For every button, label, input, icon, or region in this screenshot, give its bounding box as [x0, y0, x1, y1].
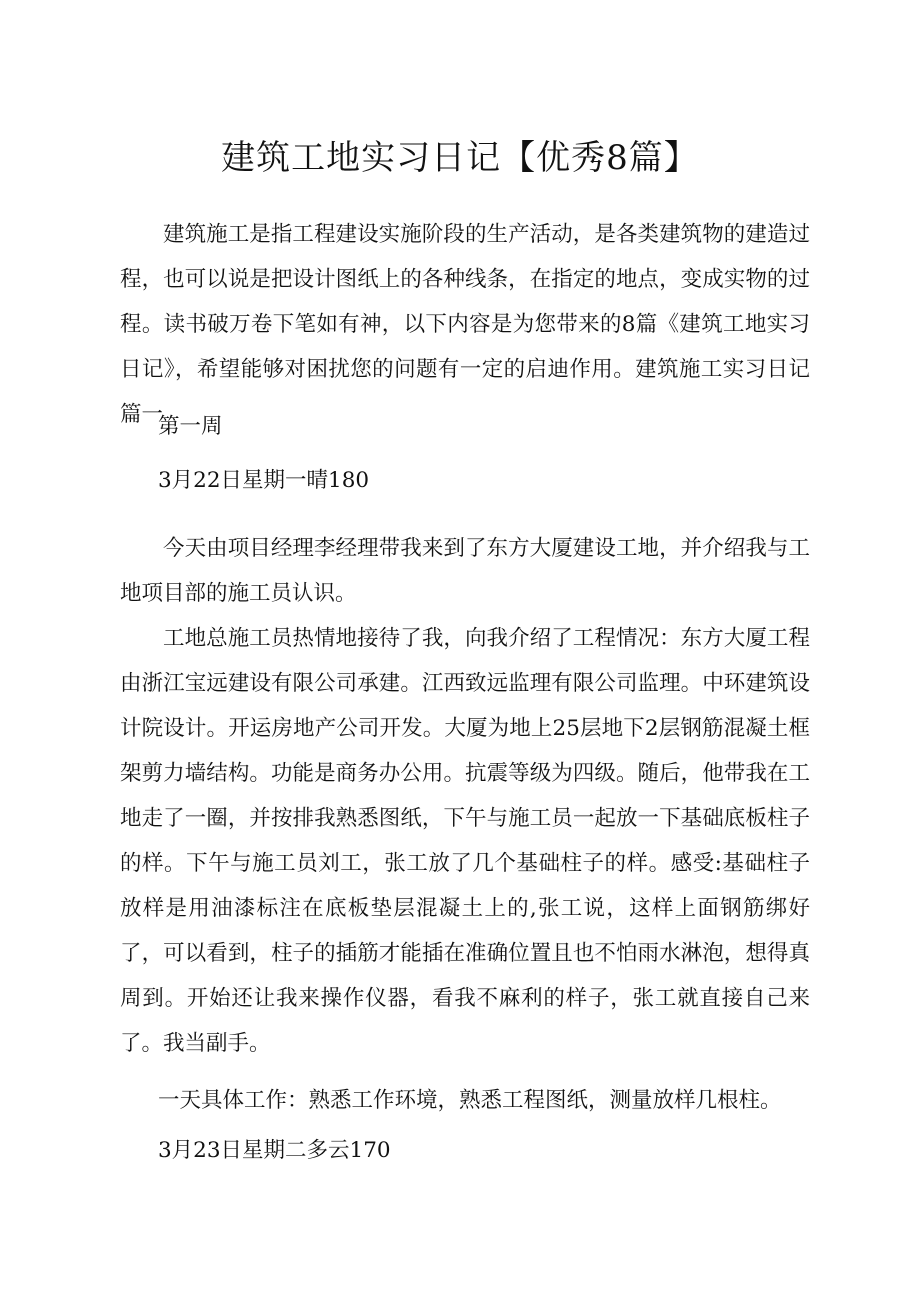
entry-summary: 一天具体工作：熟悉工作环境，熟悉工程图纸，测量放样几根柱。	[158, 1088, 782, 1113]
entry-paragraph: 工地总施工员热情地接待了我，向我介绍了工程情况：东方大厦工程由浙江宝远建设有限公司承建。江西致远监理有限公司监理。中环建筑设计院设计。开运房地产公司开发。大厦为地上25层地下2层钢筋混凝土框架剪力墙结构。功能是商务办公用。抗震等级为四级。随后，他带我在工地走了一圈，并按排我熟悉图纸，下午与施工员一起放一下基础底板柱子的样。下午与施工员刘工，张工放了几个基础柱子的样。感受:基础柱子放样是用油漆标注在底板垫层混凝土上的,张工说，这样上面钢筋绑好了，可以看到，柱子的插筋才能插在准确位置且也不怕雨水淋泡，想得真周到。开始还让我来操作仪器，看我不麻利的样子，张工就直接自己来了。我当副手。	[120, 626, 810, 1056]
entry-date: 3月22日星期一晴180	[158, 468, 370, 493]
entry-date: 3月23日星期二多云170	[158, 1138, 391, 1163]
entry-paragraph: 今天由项目经理李经理带我来到了东方大厦建设工地，并介绍我与工地项目部的施工员认识。	[120, 536, 810, 606]
intro-paragraph: 建筑施工是指工程建设实施阶段的生产活动，是各类建筑物的建造过程，也可以说是把设计图纸上的各种线条，在指定的地点，变成实物的过程。读书破万卷下笔如有神，以下内容是为您带来的8篇《建筑工地实习日记》，希望能够对困扰您的问题有一定的启迪作用。建筑施工实习日记篇一	[120, 222, 810, 427]
week-heading: 第一周	[158, 414, 223, 439]
document-title: 建筑工地实习日记【优秀8篇】	[221, 138, 699, 178]
